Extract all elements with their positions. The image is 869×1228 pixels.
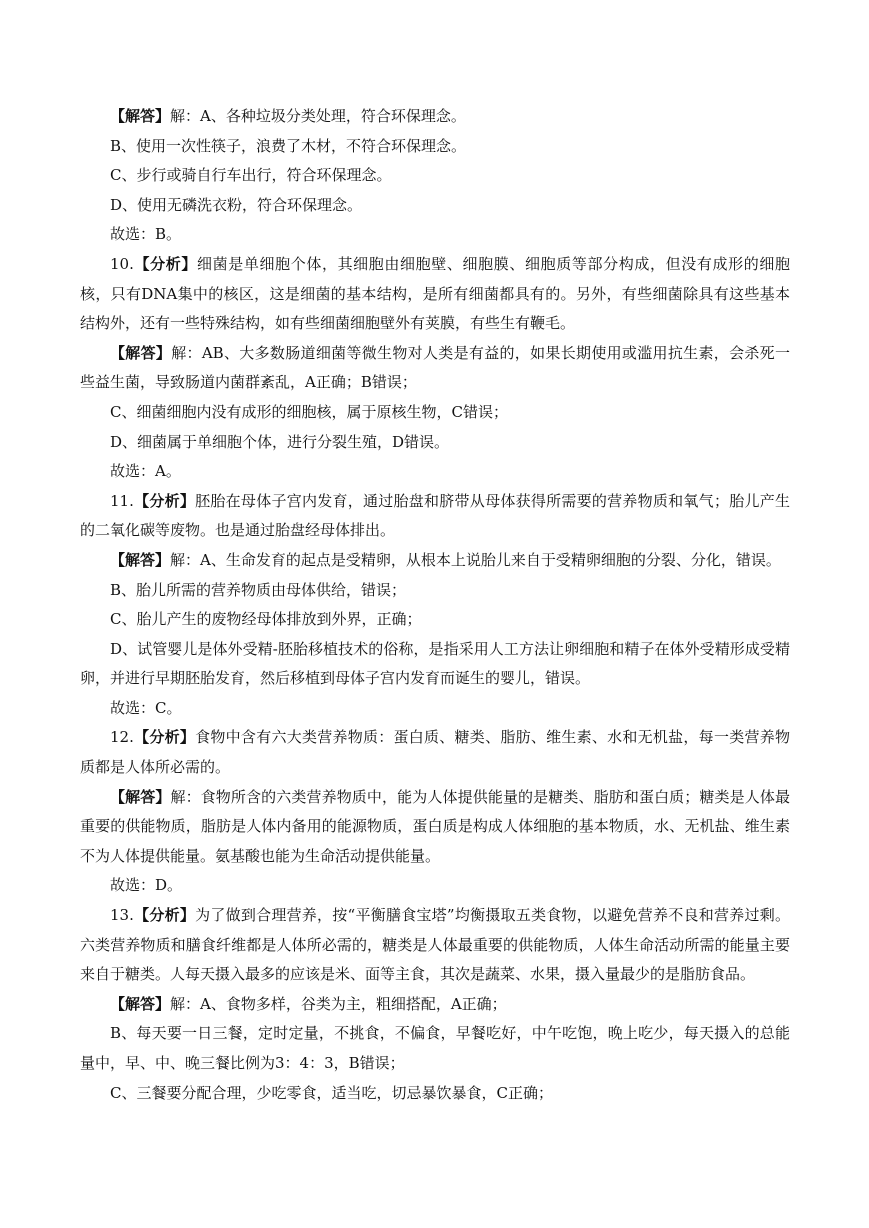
paragraph xyxy=(80,487,790,546)
answer-tag: 【解答】 xyxy=(110,994,171,1013)
question-number: 13. xyxy=(110,906,134,925)
paragraph xyxy=(80,1019,790,1078)
paragraph-text: 故选：D。 xyxy=(110,876,183,895)
paragraph-text: 为了做到合理营养，按“平衡膳食宝塔”均衡摄取五类食物，以避免营养不良和营养过剩。六类营养物质和膳食纤维都是人体所必需的，糖类是人体最重要的供能物质，人体生命活动所需的能量主要来自于糖类。人每天摄入最多的应该是米、面等主食，其次是蔬菜、水果，摄入量最少的是脂肪食品。 xyxy=(80,906,790,984)
paragraph-text: 解：A、生命发育的起点是受精卵，从根本上说胎儿来自于受精卵细胞的分裂、分化，错误。 xyxy=(170,550,781,569)
answer-tag: 【解答】 xyxy=(110,787,171,806)
paragraph-text: D、试管婴儿是体外受精-胚胎移植技术的俗称，是指采用人工方法让卵细胞和精子在体外受精形成受精卵，并进行早期胚胎发育，然后移植到母体子宫内发育而诞生的婴儿，错误。 xyxy=(80,639,790,688)
analysis-tag: 【分析】 xyxy=(133,728,196,747)
paragraph-text: 解：A、食物多样，谷类为主，粗细搭配，A正确； xyxy=(170,994,507,1013)
paragraph xyxy=(80,871,790,901)
analysis-tag: 【分析】 xyxy=(133,906,196,925)
paragraph-text: B、使用一次性筷子，浪费了木材，不符合环保理念。 xyxy=(110,136,467,155)
paragraph-text: D、使用无磷洗衣粉，符合环保理念。 xyxy=(110,195,363,214)
paragraph xyxy=(80,635,790,694)
paragraph-text: 故选：C。 xyxy=(110,698,182,717)
paragraph xyxy=(80,339,790,398)
paragraph xyxy=(80,428,790,458)
paragraph xyxy=(80,132,790,162)
question-number: 11. xyxy=(110,491,134,510)
paragraph-text: B、胎儿所需的营养物质由母体供给，错误； xyxy=(110,580,407,599)
paragraph-text: B、每天要一日三餐，定时定量，不挑食，不偏食，早餐吃好，中午吃饱，晚上吃少，每天摄入的总能量中，早、中、晚三餐比例为3：4：3，B错误； xyxy=(80,1024,790,1072)
answer-tag: 【解答】 xyxy=(110,550,171,569)
paragraph-text: C、胎儿产生的废物经母体排放到外界，正确； xyxy=(110,610,422,629)
paragraph-text: 细菌是单细胞个体，其细胞由细胞壁、细胞膜、细胞质等部分构成，但没有成形的细胞核，只有DNA集中的核区，这是细菌的基本结构，是所有细菌都具有的。另外，有些细菌除具有这些基本结构外，还有一些特殊结构，如有些细菌细胞壁外有荚膜，有些生有鞭毛。 xyxy=(80,254,790,333)
paragraph xyxy=(80,990,790,1020)
document-body xyxy=(80,102,790,1108)
paragraph xyxy=(80,102,790,132)
answer-tag: 【解答】 xyxy=(110,343,172,362)
paragraph xyxy=(80,605,790,635)
question-number: 10. xyxy=(110,254,134,273)
paragraph-text: 解：A、各种垃圾分类处理，符合环保理念。 xyxy=(170,107,466,125)
paragraph-text: 故选：B。 xyxy=(110,225,182,244)
paragraph xyxy=(80,576,790,606)
paragraph xyxy=(80,694,790,724)
paragraph xyxy=(80,723,790,782)
paragraph-text: C、步行或骑自行车出行，符合环保理念。 xyxy=(110,166,392,185)
paragraph xyxy=(80,783,790,872)
paragraph-text: C、三餐要分配合理，少吃零食，适当吃，切忌暴饮暴食，C正确； xyxy=(110,1083,553,1102)
paragraph xyxy=(80,398,790,428)
paragraph-text: 解：食物所含的六类营养物质中，能为人体提供能量的是糖类、脂肪和蛋白质；糖类是人体最重要的供能物质，脂肪是人体内备用的能源物质，蛋白质是构成人体细胞的基本物质，水、无机盐、维生素不为人体提供能量。氨基酸也能为生命活动提供能量。 xyxy=(80,787,790,865)
paragraph xyxy=(80,250,790,339)
analysis-tag: 【分析】 xyxy=(133,254,197,273)
paragraph xyxy=(80,457,790,487)
paragraph xyxy=(80,546,790,576)
paragraph-text: 故选：A。 xyxy=(110,462,181,481)
paragraph xyxy=(80,161,790,191)
paragraph-text: 解：AB、大多数肠道细菌等微生物对人类是有益的，如果长期使用或滥用抗生素，会杀死一些益生菌，导致肠道内菌群紊乱，A正确；B错误； xyxy=(80,343,790,392)
question-number: 12. xyxy=(110,728,134,747)
paragraph-text: 胚胎在母体子宫内发育，通过胎盘和脐带从母体获得所需要的营养物质和氧气；胎儿产生的二氧化碳等废物。也是通过胎盘经母体排出。 xyxy=(80,491,790,540)
paragraph xyxy=(80,191,790,221)
paragraph xyxy=(80,901,790,990)
analysis-tag: 【分析】 xyxy=(133,491,196,510)
paragraph xyxy=(80,220,790,250)
answer-tag: 【解答】 xyxy=(110,107,171,125)
paragraph-text: C、细菌细胞内没有成形的细胞核，属于原核生物，C错误； xyxy=(110,402,508,421)
paragraph-text: 食物中含有六大类营养物质：蛋白质、糖类、脂肪、维生素、水和无机盐，每一类营养物质都是人体所必需的。 xyxy=(80,728,790,777)
paragraph xyxy=(80,1079,790,1109)
paragraph-text: D、细菌属于单细胞个体，进行分裂生殖，D错误。 xyxy=(110,432,450,451)
